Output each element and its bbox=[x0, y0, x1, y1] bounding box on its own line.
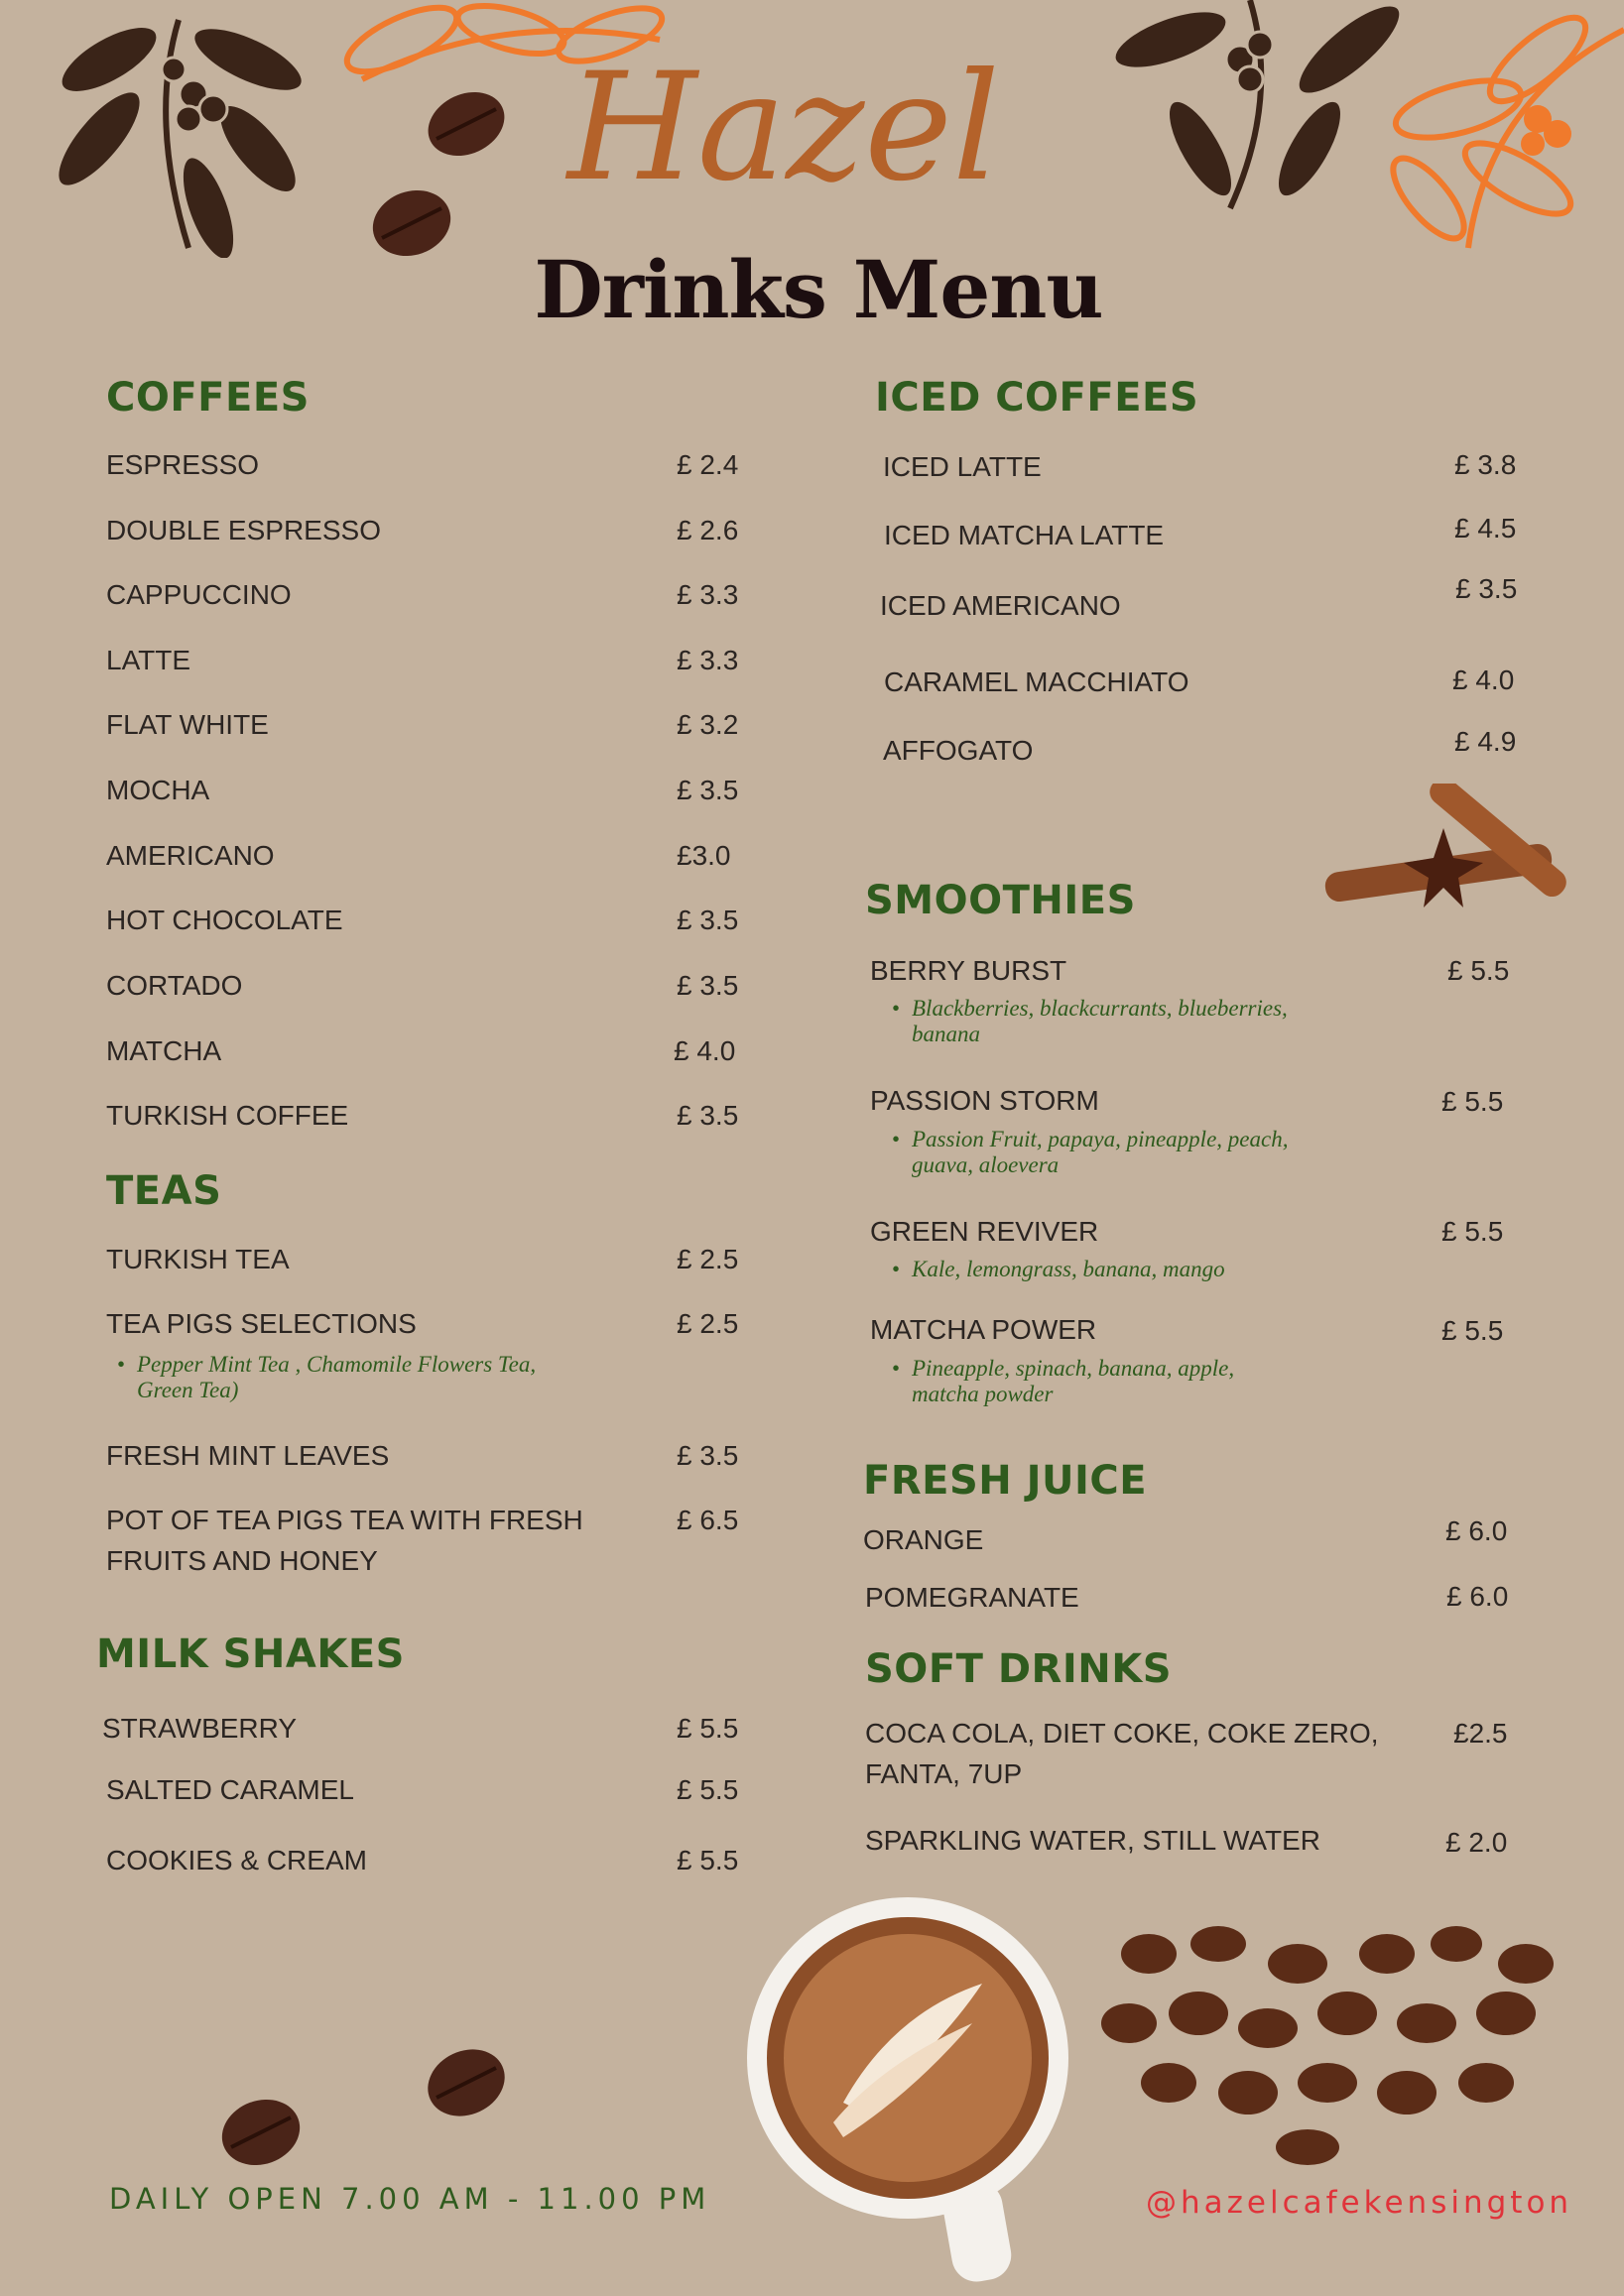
menu-item-price: £ 3.3 bbox=[677, 645, 739, 675]
page-title: Drinks Menu bbox=[534, 243, 1103, 336]
opening-hours: DAILY OPEN 7.00 AM - 11.00 PM bbox=[109, 2182, 711, 2216]
menu-item-name: ORANGE bbox=[863, 1524, 984, 1555]
menu-item-price: £ 3.5 bbox=[677, 1100, 739, 1131]
section-title-soft: SOFT DRINKS bbox=[865, 1646, 1173, 1692]
menu-item-name: CORTADO bbox=[106, 970, 243, 1001]
menu-item-price: £ 6.0 bbox=[1446, 1581, 1509, 1612]
menu-item-price: £ 3.8 bbox=[1454, 449, 1517, 480]
menu-item-price: £ 3.5 bbox=[1455, 573, 1518, 604]
menu-item-description: • Pepper Mint Tea , Chamomile Flowers Tea, Green Tea) bbox=[117, 1352, 563, 1404]
menu-item-name: ESPRESSO bbox=[106, 449, 260, 480]
menu-item-name: COOKIES & CREAM bbox=[106, 1845, 367, 1875]
menu-item-price: £ 3.5 bbox=[677, 905, 739, 935]
menu-item-name: FRESH MINT LEAVES bbox=[106, 1440, 390, 1471]
menu-item-price: £ 4.0 bbox=[674, 1035, 736, 1066]
menu-item-name: TEA PIGS SELECTIONS bbox=[106, 1308, 417, 1339]
menu-item-price: £ 5.5 bbox=[677, 1713, 739, 1744]
social-handle[interactable]: @hazelcafekensington bbox=[1146, 2185, 1573, 2221]
menu-item-price: £ 5.5 bbox=[677, 1774, 739, 1805]
menu-item-price: £ 4.9 bbox=[1454, 726, 1517, 757]
menu-item-price: £ 3.3 bbox=[677, 579, 739, 610]
menu-item-price: £ 2.0 bbox=[1445, 1827, 1508, 1858]
menu-item-name: MATCHA POWER bbox=[870, 1314, 1097, 1345]
orange-coffee-branch-right-icon bbox=[1369, 0, 1624, 258]
section-title-coffees: COFFEES bbox=[106, 375, 310, 421]
menu-item-price: £ 5.5 bbox=[1441, 1086, 1504, 1117]
menu-item-name: AFFOGATO bbox=[883, 735, 1034, 766]
menu-item-name: POMEGRANATE bbox=[865, 1582, 1079, 1613]
coffee-beans-pile-icon bbox=[1099, 1914, 1570, 2167]
menu-item-name: ICED MATCHA LATTE bbox=[884, 520, 1165, 550]
menu-item-name: COCA COLA, DIET COKE, COKE ZERO, FANTA, 7UP bbox=[865, 1718, 1379, 1789]
hazel-logo bbox=[556, 20, 1012, 258]
menu-item-name: LATTE bbox=[106, 645, 191, 675]
menu-item-price: £ 6.0 bbox=[1445, 1515, 1508, 1546]
menu-item-price: £ 4.5 bbox=[1454, 513, 1517, 544]
menu-item-name: GREEN REVIVER bbox=[870, 1216, 1099, 1247]
menu-item-name: HOT CHOCOLATE bbox=[106, 905, 343, 935]
dark-coffee-branch-left-icon bbox=[30, 0, 327, 258]
menu-item-name: BERRY BURST bbox=[870, 955, 1067, 986]
section-title-smoothies: SMOOTHIES bbox=[865, 878, 1136, 923]
menu-item-name: FLAT WHITE bbox=[106, 709, 269, 740]
menu-item-name: CAPPUCCINO bbox=[106, 579, 292, 610]
section-title-teas: TEAS bbox=[106, 1168, 222, 1214]
coffee-bean-icon bbox=[422, 2043, 511, 2122]
menu-item-name: POT OF TEA PIGS TEA WITH FRESH FRUITS AND HONEY bbox=[106, 1505, 583, 1576]
menu-item-price: £ 5.5 bbox=[1441, 1315, 1504, 1346]
menu-item-name: ICED LATTE bbox=[883, 451, 1042, 482]
section-title-milkshakes: MILK SHAKES bbox=[96, 1631, 405, 1677]
menu-item-description: • Pineapple, spinach, banana, apple, matcha powder bbox=[892, 1356, 1289, 1408]
menu-item-price: £ 3.5 bbox=[677, 775, 739, 805]
menu-item-name: DOUBLE ESPRESSO bbox=[106, 515, 381, 545]
menu-item-price: £ 6.5 bbox=[677, 1505, 739, 1535]
menu-item-description: • Blackberries, blackcurrants, blueberries, banana bbox=[892, 996, 1328, 1048]
menu-item-price: £2.5 bbox=[1453, 1718, 1508, 1749]
menu-item-name: MOCHA bbox=[106, 775, 210, 805]
menu-item-name: TURKISH COFFEE bbox=[106, 1100, 349, 1131]
menu-item-description: • Passion Fruit, papaya, pineapple, peach, guava, aloevera bbox=[892, 1127, 1289, 1179]
menu-item-name: ICED AMERICANO bbox=[880, 590, 1121, 621]
menu-item-name: MATCHA bbox=[106, 1035, 222, 1066]
menu-item-price: £3.0 bbox=[677, 840, 731, 871]
menu-item-name: CARAMEL MACCHIATO bbox=[884, 666, 1189, 697]
menu-item-price: £ 2.5 bbox=[677, 1308, 739, 1339]
menu-item-name: SPARKLING WATER, STILL WATER bbox=[865, 1825, 1320, 1856]
menu-item-price: £ 2.4 bbox=[677, 449, 739, 480]
menu-item-price: £ 2.6 bbox=[677, 515, 739, 545]
menu-item-name: AMERICANO bbox=[106, 840, 275, 871]
menu-item-name: SALTED CARAMEL bbox=[106, 1774, 354, 1805]
section-title-iced: ICED COFFEES bbox=[875, 375, 1199, 421]
section-title-juice: FRESH JUICE bbox=[863, 1458, 1148, 1504]
menu-item-price: £ 2.5 bbox=[677, 1244, 739, 1274]
latte-art-cup-icon bbox=[744, 1894, 1071, 2291]
menu-item-price: £ 5.5 bbox=[677, 1845, 739, 1875]
menu-item-description: • Kale, lemongrass, banana, mango bbox=[892, 1257, 1328, 1282]
menu-item-price: £ 3.2 bbox=[677, 709, 739, 740]
coffee-bean-icon bbox=[216, 2093, 306, 2172]
menu-item-name: TURKISH TEA bbox=[106, 1244, 290, 1274]
menu-item-price: £ 5.5 bbox=[1447, 955, 1510, 986]
coffee-bean-icon bbox=[422, 84, 511, 164]
menu-item-price: £ 3.5 bbox=[677, 1440, 739, 1471]
menu-item-name: PASSION STORM bbox=[870, 1085, 1099, 1116]
menu-item-price: £ 3.5 bbox=[677, 970, 739, 1001]
menu-item-price: £ 5.5 bbox=[1441, 1216, 1504, 1247]
menu-item-name: STRAWBERRY bbox=[102, 1713, 298, 1744]
menu-item-price: £ 4.0 bbox=[1452, 665, 1515, 695]
logo-text: Hazel bbox=[566, 42, 1001, 214]
cinnamon-sticks-star-anise-icon bbox=[1314, 784, 1587, 932]
